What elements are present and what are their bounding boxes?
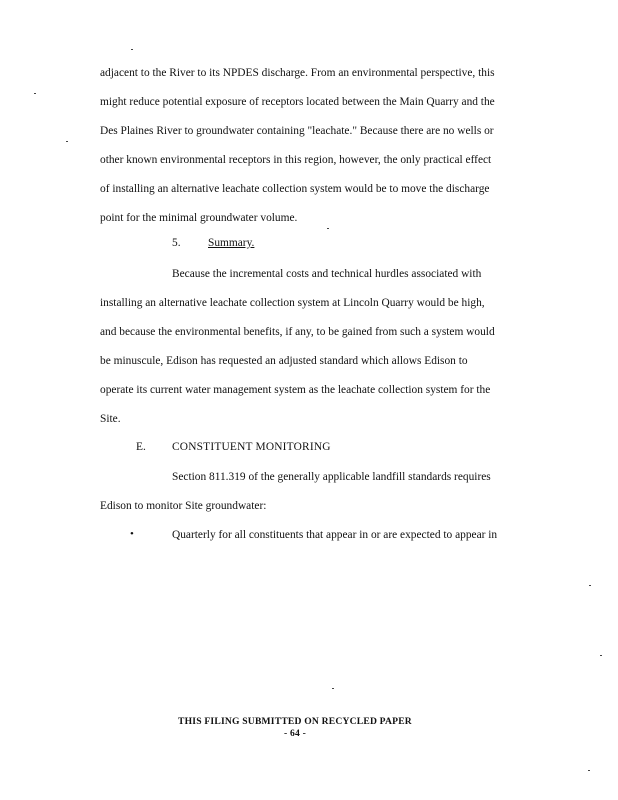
section-heading-letter: E. bbox=[136, 441, 146, 453]
paragraph1-line-2: might reduce potential exposure of receptors located between the Main Quarry and the bbox=[100, 96, 495, 108]
scan-speck bbox=[34, 93, 36, 94]
paragraph1-line-4: other known environmental receptors in this region, however, the only practical effect bbox=[100, 154, 492, 166]
paragraph3-line-1: Section 811.319 of the generally applicable landfill standards requires bbox=[172, 471, 491, 483]
scan-speck bbox=[327, 228, 329, 229]
summary-heading-number: 5. bbox=[172, 237, 181, 249]
paragraph1-line-5: of installing an alternative leachate collection system would be to move the discharge bbox=[100, 183, 490, 195]
paragraph3-line-2: Edison to monitor Site groundwater: bbox=[100, 500, 267, 512]
paragraph2-line-6: Site. bbox=[100, 413, 121, 425]
summary-heading-title: Summary. bbox=[208, 237, 255, 249]
scan-speck bbox=[600, 655, 602, 656]
paragraph2-line-5: operate its current water management system as the leachate collection system for the bbox=[100, 384, 491, 396]
section-heading-title: CONSTITUENT MONITORING bbox=[172, 441, 331, 453]
bullet-icon: • bbox=[130, 528, 134, 540]
scan-speck bbox=[589, 585, 591, 586]
scan-speck bbox=[588, 770, 590, 771]
paragraph1-line-1: adjacent to the River to its NPDES discharge. From an environmental perspective, this bbox=[100, 67, 495, 79]
paragraph2-line-4: be minuscule, Edison has requested an adjusted standard which allows Edison to bbox=[100, 355, 468, 367]
footer-notice: THIS FILING SUBMITTED ON RECYCLED PAPER bbox=[178, 716, 412, 727]
paragraph1-line-3: Des Plaines River to groundwater containing "leachate." Because there are no wells or bbox=[100, 125, 494, 137]
page-number: - 64 - bbox=[284, 728, 306, 739]
paragraph2-line-1: Because the incremental costs and technical hurdles associated with bbox=[172, 268, 482, 280]
scan-speck bbox=[66, 141, 68, 142]
paragraph1-line-6: point for the minimal groundwater volume. bbox=[100, 212, 298, 224]
paragraph2-line-2: installing an alternative leachate collection system at Lincoln Quarry would be high, bbox=[100, 297, 485, 309]
bullet-item-text: Quarterly for all constituents that appear in or are expected to appear in bbox=[172, 529, 498, 541]
scan-speck bbox=[131, 49, 133, 50]
scan-speck bbox=[332, 688, 334, 689]
paragraph2-line-3: and because the environmental benefits, if any, to be gained from such a system would bbox=[100, 326, 495, 338]
